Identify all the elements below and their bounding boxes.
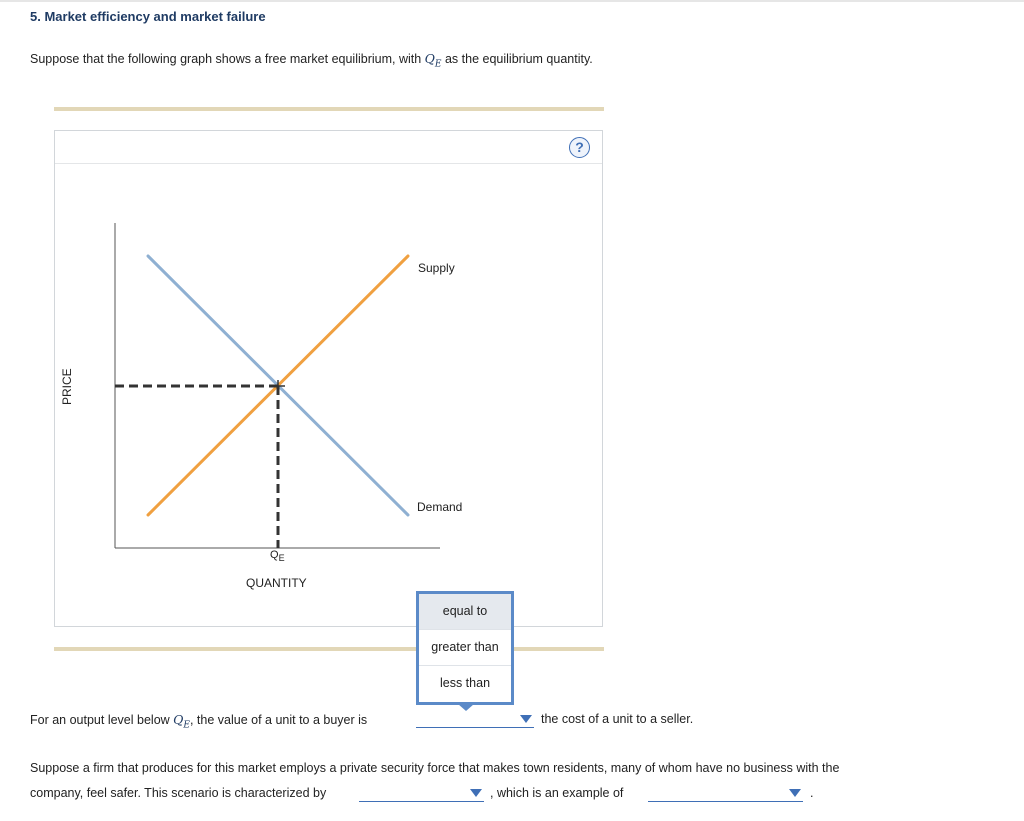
sentence2-line1: Suppose a firm that produces for this market employs a private security force that makes town residents, many of whom have no business with the <box>30 761 840 775</box>
question-title: 5. Market efficiency and market failure <box>30 9 266 24</box>
y-axis-label: PRICE <box>60 368 74 405</box>
qe-symbol-inline: $Q_E$ <box>173 712 190 731</box>
chevron-down-icon <box>470 789 482 797</box>
intro-after: as the equilibrium quantity. <box>444 52 593 66</box>
qe-symbol: $Q_E$ <box>424 51 442 70</box>
scenario-select[interactable] <box>359 787 484 802</box>
answer-dropdown-menu <box>416 591 514 705</box>
chevron-down-icon <box>520 715 532 723</box>
buyer-value-select[interactable] <box>416 713 534 728</box>
qe-tick-label: $Q_E$ <box>270 549 285 564</box>
sentence2-end: . <box>810 786 814 800</box>
sentence2-line2-middle: , which is an example of <box>490 786 624 800</box>
help-button[interactable]: ? <box>569 137 590 158</box>
chevron-down-icon <box>789 789 801 797</box>
option-equal-to[interactable]: equal to <box>419 594 511 630</box>
supply-label: Supply <box>418 261 455 275</box>
option-less-than[interactable]: less than <box>439 676 491 690</box>
intro-before: Suppose that the following graph shows a free market equilibrium, with <box>30 52 422 66</box>
x-axis-label: QUANTITY <box>246 576 307 590</box>
demand-label: Demand <box>417 500 463 514</box>
sentence1-after: the cost of a unit to a seller. <box>541 712 694 726</box>
option-greater-than[interactable]: greater than <box>419 630 511 666</box>
dropdown-pointer <box>458 704 474 711</box>
sentence2-line2-before: company, feel safer. This scenario is characterized by <box>30 786 327 800</box>
sentence1-before: For an output level below $Q_E$, the value of a unit to a buyer is <box>30 712 368 731</box>
example-select[interactable] <box>648 787 803 802</box>
